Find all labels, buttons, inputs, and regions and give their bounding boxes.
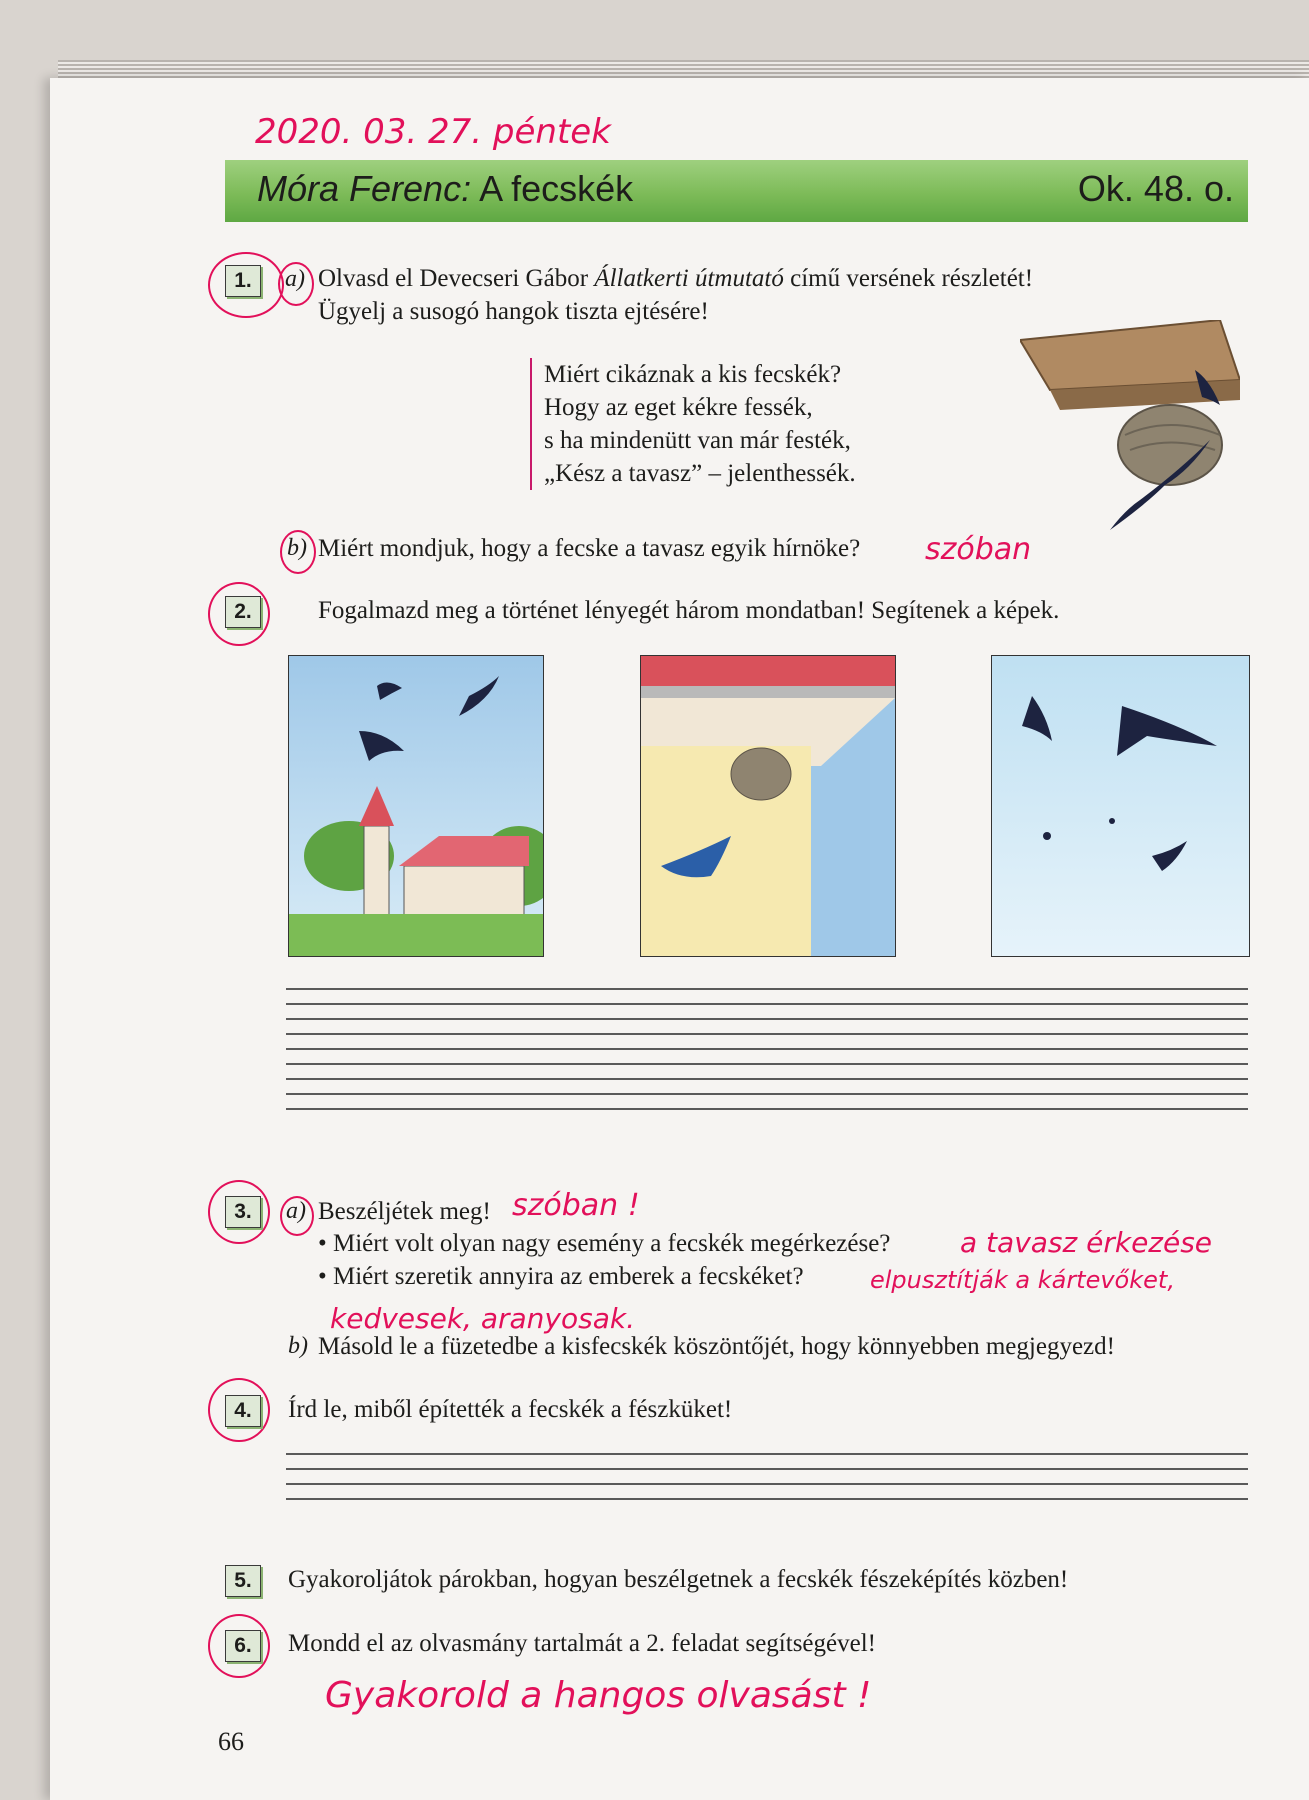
poem-line: „Kész a tavasz” – jelenthessék. bbox=[544, 460, 856, 487]
task5-instruction: Gyakoroljátok párokban, hogyan beszélgetnek a fecskék fészeképítés közben! bbox=[288, 1566, 1069, 1593]
writing-lines-task2 bbox=[286, 988, 1248, 1123]
task4-number: 4. bbox=[225, 1395, 261, 1427]
lesson-title bbox=[257, 168, 633, 210]
page-number: 66 bbox=[218, 1727, 244, 1756]
task3-number: 3. bbox=[225, 1196, 261, 1228]
task3-b-instruction: Másold le a füzetedbe a kisfecskék köszöntőjét, hogy könnyebben megjegyezd! bbox=[318, 1333, 1115, 1360]
task4-instruction: Írd le, miből építették a fecskék a fészküket! bbox=[288, 1396, 733, 1423]
task1-a-instruction-line2: Ügyelj a susogó hangok tiszta ejtésére! bbox=[318, 298, 709, 325]
picture-nest-under-roof bbox=[640, 655, 896, 957]
task6-instruction: Mondd el az olvasmány tartalmát a 2. feladat segítségével! bbox=[288, 1630, 876, 1657]
handwritten-answer-3-1: a tavasz érkezése bbox=[960, 1226, 1213, 1259]
handwritten-answer-3-2b: kedvesek, aranyosak. bbox=[330, 1302, 635, 1335]
poem-line: Miért cikáznak a kis fecskék? bbox=[544, 361, 842, 388]
handwritten-closing-note: Gyakorold a hangos olvasást ! bbox=[325, 1675, 872, 1716]
swallow-nest-illustration bbox=[1020, 320, 1240, 540]
task3-a-letter: a) bbox=[286, 1198, 306, 1224]
task3-b-letter: b) bbox=[288, 1333, 308, 1359]
task1-b-question: Miért mondjuk, hogy a fecske a tavasz egyik hírnöke? bbox=[318, 535, 861, 562]
handwritten-date: 2020. 03. 27. péntek bbox=[255, 112, 611, 152]
picture-swallows-flying bbox=[991, 655, 1250, 957]
task2-number: 2. bbox=[225, 596, 261, 628]
picture-village-swallows bbox=[288, 655, 544, 957]
poem-excerpt bbox=[530, 358, 856, 490]
lesson-header bbox=[225, 160, 1248, 222]
handwritten-answer-3-2a: elpusztítják a kártevőket, bbox=[870, 1266, 1175, 1294]
task5-number: 5. bbox=[225, 1565, 261, 1597]
task3-bullet2: • Miért szeretik annyira az emberek a fecskéket? bbox=[318, 1263, 804, 1290]
circle-task1-a bbox=[278, 262, 314, 306]
task3-bullet1: • Miért volt olyan nagy esemény a fecskék megérkezése? bbox=[318, 1230, 891, 1257]
task6-number: 6. bbox=[225, 1630, 261, 1662]
task1-b-letter: b) bbox=[287, 535, 307, 561]
handwritten-orally-1: szóban bbox=[925, 532, 1032, 567]
lesson-work: A fecskék bbox=[479, 168, 634, 209]
writing-lines-task4 bbox=[286, 1453, 1248, 1513]
task1-a-letter: a) bbox=[285, 266, 305, 292]
lesson-author: Móra Ferenc: bbox=[257, 168, 472, 209]
task2-instruction: Fogalmazd meg a történet lényegét három mondatban! Segítenek a képek. bbox=[318, 597, 1060, 624]
task3-a-instruction: Beszéljétek meg! bbox=[318, 1198, 491, 1225]
task1-number: 1. bbox=[225, 265, 261, 297]
poem-line: s ha mindenütt van már festék, bbox=[544, 427, 851, 454]
task1-a-instruction: Olvasd el Devecseri Gábor Állatkerti útmutató című versének részletét! bbox=[318, 265, 1034, 292]
textbook-reference: Ok. 48. o. bbox=[1077, 168, 1234, 209]
poem-line: Hogy az eget kékre fessék, bbox=[544, 394, 813, 421]
handwritten-orally-3: szóban ! bbox=[512, 1188, 640, 1223]
